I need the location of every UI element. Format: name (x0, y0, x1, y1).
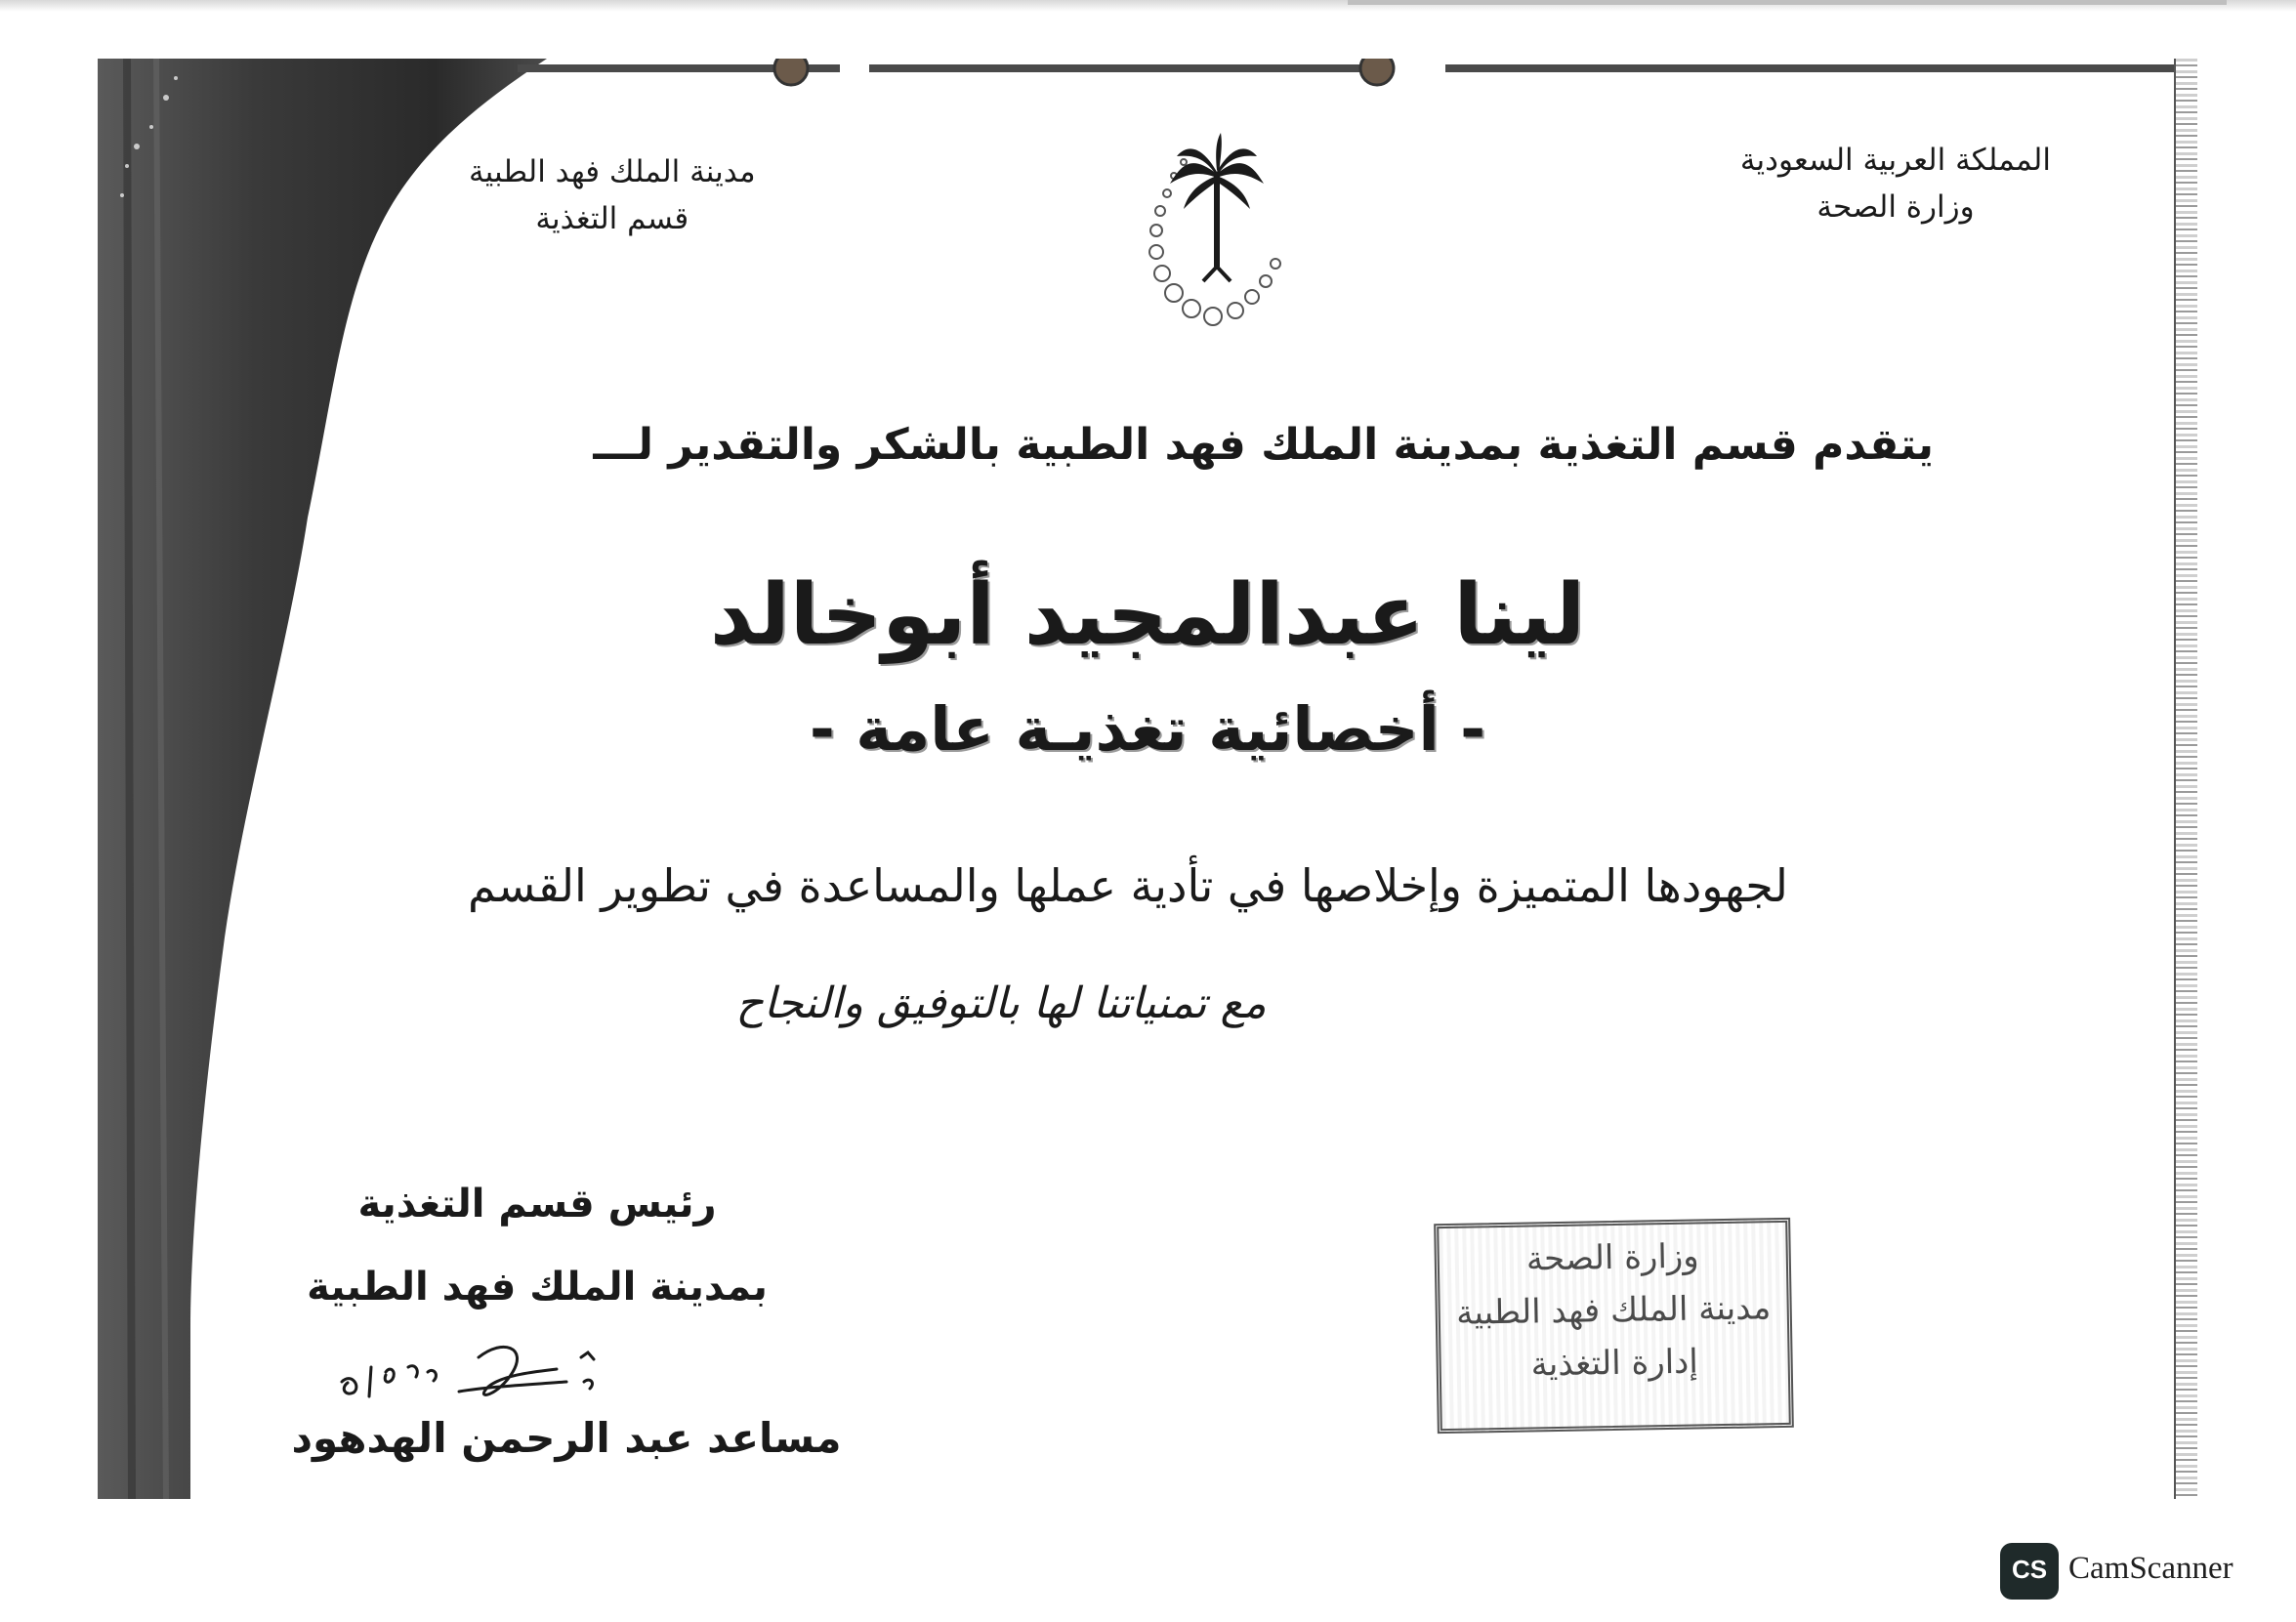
signer-role: رئيس قسم التغذية (357, 1182, 717, 1227)
stamp-line-department: إدارة التغذية (1530, 1342, 1699, 1385)
intro-text: يتقدم قسم التغذية بمدينة الملك فهد الطبية بالشكر والتقدير لـــ (593, 420, 1934, 470)
reason-text: لجهودها المتميزة وإخلاصها في تأدية عملها والمساعدة في تطوير القسم (468, 859, 1788, 912)
handwritten-signature (332, 1328, 645, 1416)
recipient-title: - أخصائية تغذيـة عامة - (809, 693, 1486, 765)
camscanner-label: CamScanner (2068, 1551, 2233, 1586)
city-name: مدينة الملك فهد الطبية (469, 154, 756, 189)
palm-emblem-icon (1094, 115, 1309, 350)
frame-top-border (98, 59, 2197, 92)
certificate (98, 59, 2197, 1499)
header-right (1740, 137, 2051, 230)
signer-name: مساعد عبد الرحمن الهدهود (291, 1414, 842, 1462)
scan-top-line (1348, 0, 2227, 5)
recipient-name: لينا عبدالمجيد أبوخالد (709, 566, 1586, 664)
header-left (469, 148, 756, 242)
frame-right-border (2174, 59, 2197, 1499)
wish-text: مع تمنياتنا لها بالتوفيق والنجاح (735, 978, 1267, 1028)
signer-organization: بمدينة الملك فهد الطبية (307, 1265, 768, 1310)
stamp-line-city: مدينة الملك فهد الطبية (1455, 1288, 1772, 1333)
department-name: قسم التغذية (535, 201, 689, 236)
camscanner-logo-icon: CS (2000, 1543, 2059, 1600)
kingdom-name: المملكة العربية السعودية (1739, 143, 2051, 178)
official-stamp (1434, 1218, 1794, 1434)
stamp-line-ministry: وزارة الصحة (1525, 1236, 1700, 1279)
ministry-name: وزارة الصحة (1816, 189, 1975, 225)
